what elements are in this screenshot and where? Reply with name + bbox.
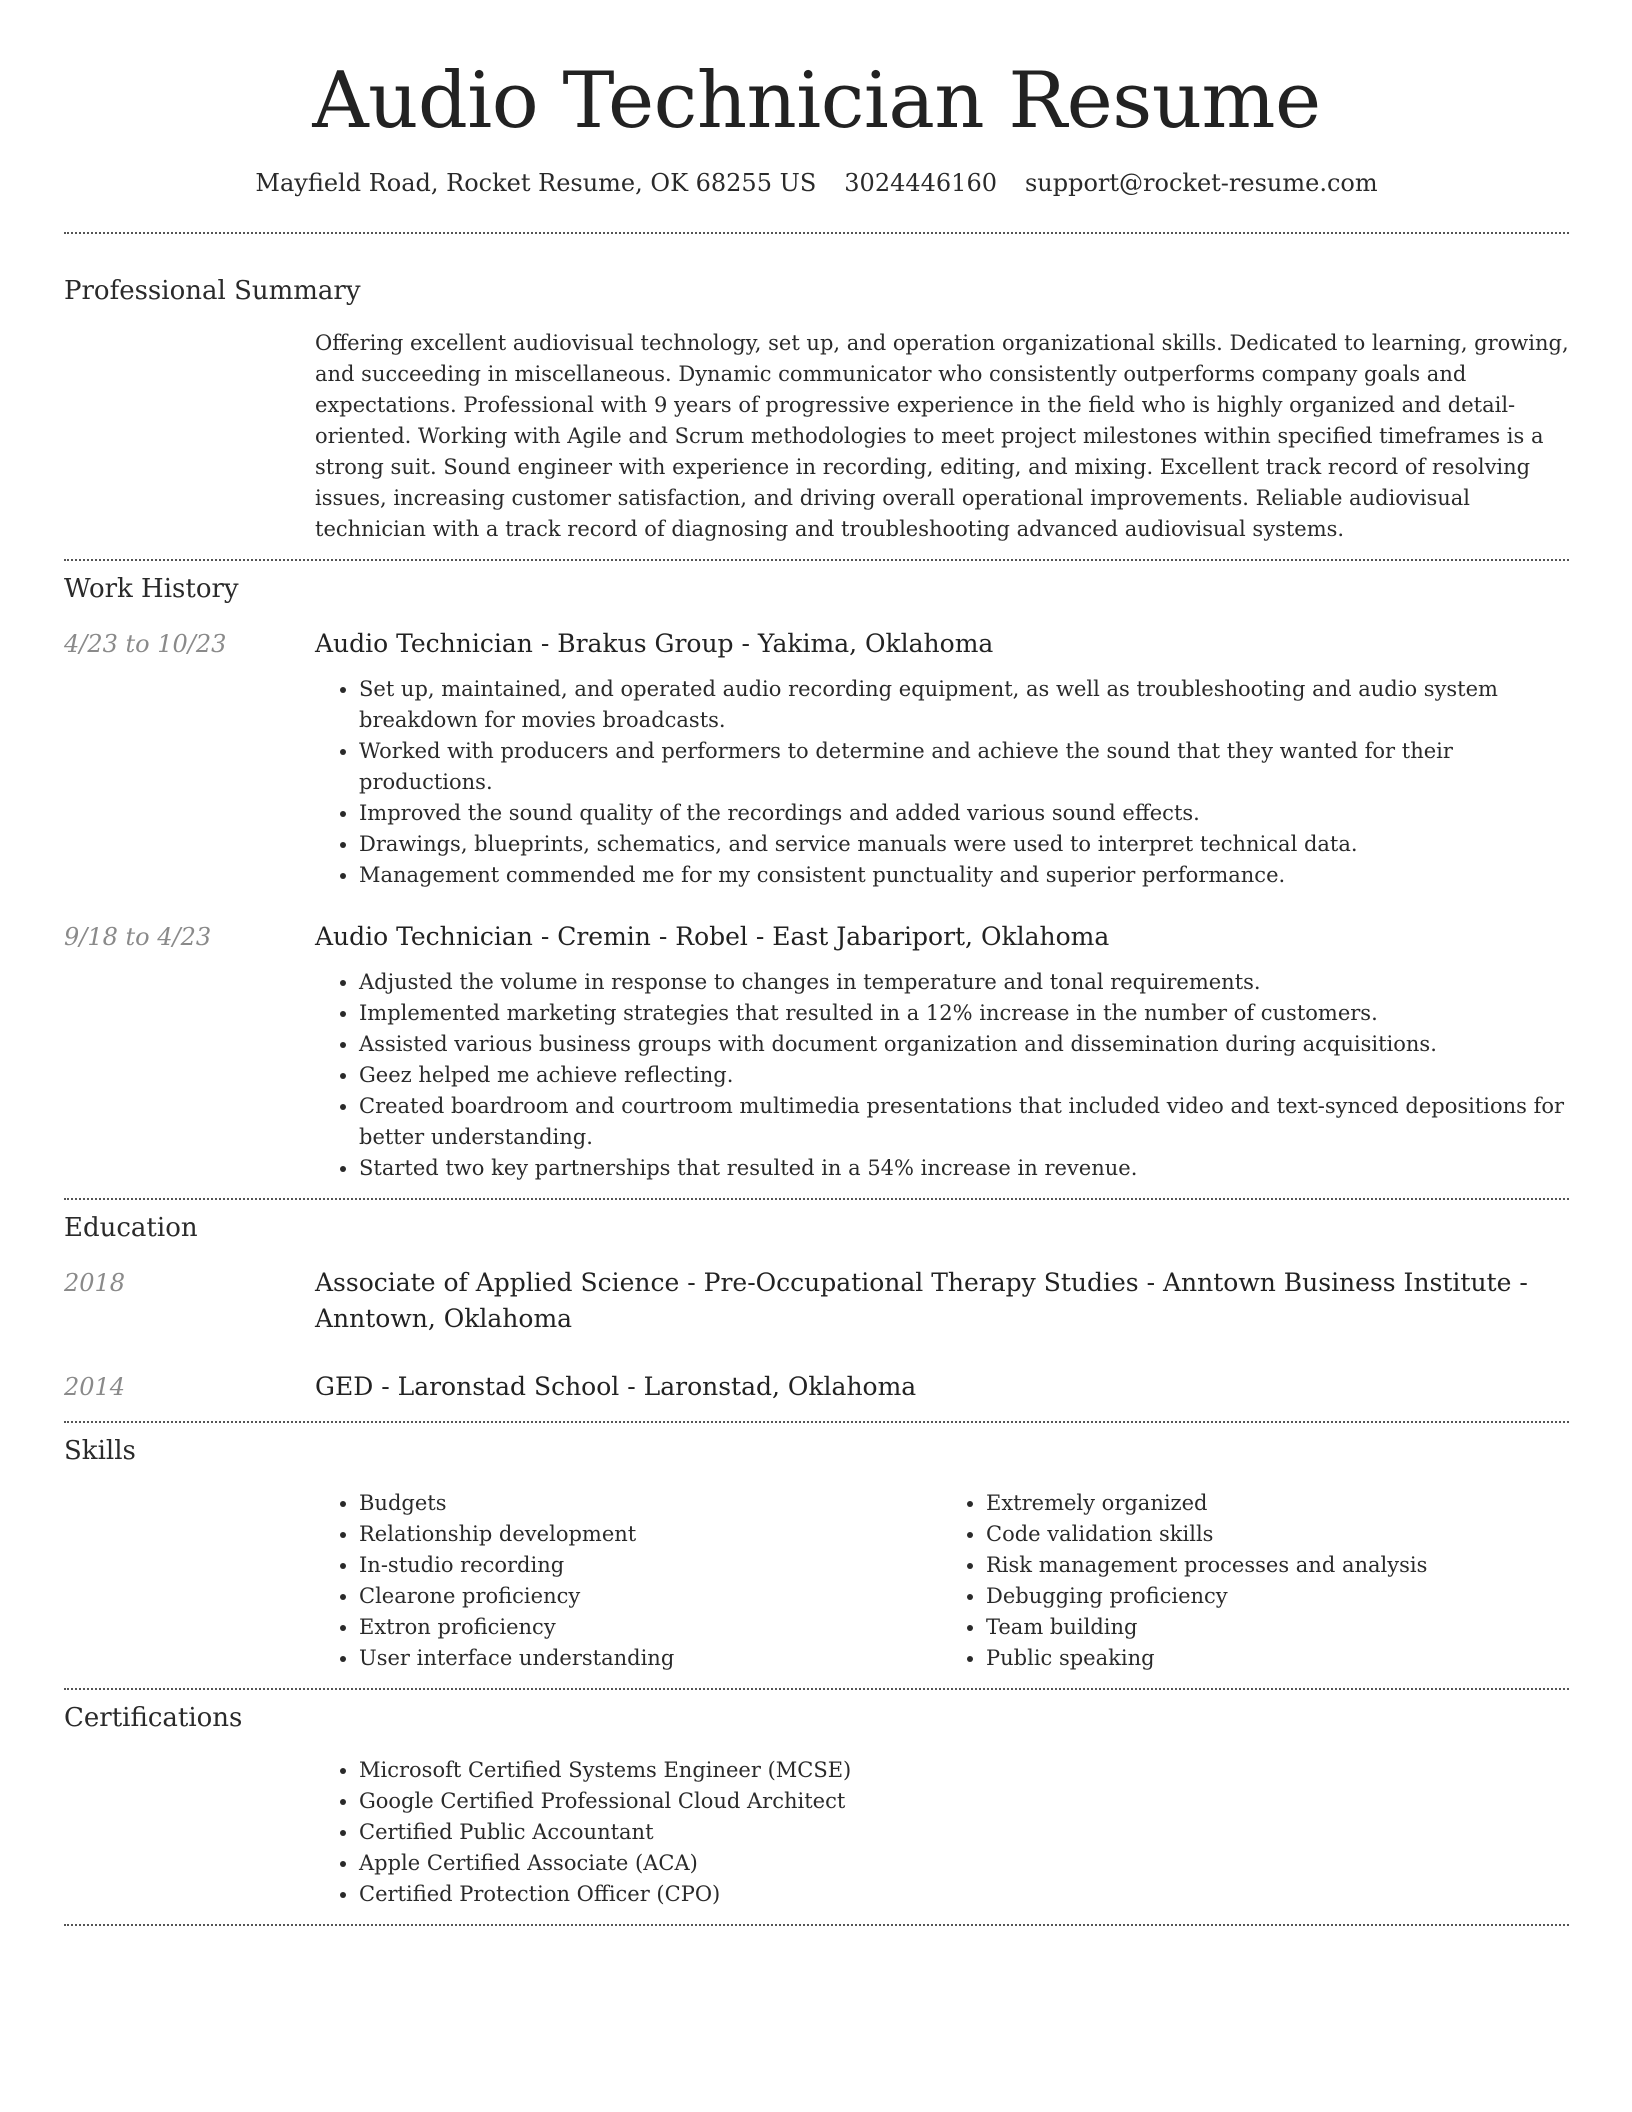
list-item: • Apple Certified Associate (ACA) — [359, 1848, 1569, 1879]
skills-list-left — [315, 1488, 942, 1674]
list-item: • Google Certified Professional Cloud Architect — [359, 1786, 1569, 1817]
skills-columns — [315, 1488, 1569, 1674]
certifications-heading: Certifications — [64, 1703, 243, 1733]
education-text: Associate of Applied Science - Pre-Occupational Therapy Studies - Anntown Business Institute - Anntown, Oklahoma — [315, 1268, 1528, 1333]
list-item: • Extremely organized — [986, 1488, 1569, 1519]
list-item: • User interface understanding — [359, 1643, 942, 1674]
list-item: • Risk management processes and analysis — [986, 1550, 1569, 1581]
section-divider — [64, 1924, 1569, 1926]
list-item: • Extron proficiency — [359, 1612, 942, 1643]
section-divider — [64, 1421, 1569, 1423]
job-bullets — [315, 967, 1569, 1184]
education-heading: Education — [64, 1213, 198, 1243]
skills-section — [64, 1434, 1569, 1674]
contact-phone: 3024446160 — [844, 169, 997, 197]
job-details — [315, 967, 1569, 1184]
section-divider — [64, 1688, 1569, 1690]
list-item: • Microsoft Certified Systems Engineer (MCSE) — [359, 1755, 1569, 1786]
contact-line — [64, 168, 1569, 198]
job-details — [315, 674, 1569, 891]
list-item: • Budgets — [359, 1488, 942, 1519]
education-entry — [64, 1369, 1569, 1405]
work-history-heading: Work History — [64, 574, 239, 604]
list-item: • Created boardroom and courtroom multimedia presentations that included video and text-synced depositions for better understanding. — [359, 1091, 1569, 1153]
list-item: • Debugging proficiency — [986, 1581, 1569, 1612]
list-item: • Certified Public Accountant — [359, 1817, 1569, 1848]
list-item: • Certified Protection Officer (CPO) — [359, 1879, 1569, 1910]
job-dates: 4/23 to 10/23 — [64, 630, 227, 658]
section-divider — [64, 232, 1569, 234]
education-year: 2014 — [64, 1373, 126, 1401]
list-item: • In-studio recording — [359, 1550, 942, 1581]
list-item: • Implemented marketing strategies that resulted in a 12% increase in the number of customers. — [359, 998, 1569, 1029]
resume-page — [64, 0, 1569, 1926]
section-divider — [64, 1198, 1569, 1200]
work-history-section — [64, 572, 1569, 1184]
list-item: • Management commended me for my consistent punctuality and superior performance. — [359, 860, 1569, 891]
education-text: GED - Laronstad School - Laronstad, Oklahoma — [315, 1372, 917, 1401]
job-entry — [64, 919, 1569, 1184]
job-entry — [64, 626, 1569, 891]
list-item: • Drawings, blueprints, schematics, and service manuals were used to interpret technical data. — [359, 829, 1569, 860]
job-title: Audio Technician - Brakus Group - Yakima, Oklahoma — [315, 629, 994, 658]
job-bullets — [315, 674, 1569, 891]
list-item: • Code validation skills — [986, 1519, 1569, 1550]
list-item: • Adjusted the volume in response to changes in temperature and tonal requirements. — [359, 967, 1569, 998]
job-title: Audio Technician - Cremin - Robel - East Jabariport, Oklahoma — [315, 922, 1110, 951]
list-item: • Set up, maintained, and operated audio recording equipment, as well as troubleshooting and audio system breakdown for movies broadcasts. — [359, 674, 1569, 736]
summary-section — [64, 274, 1569, 545]
list-item: • Relationship development — [359, 1519, 942, 1550]
list-item: • Geez helped me achieve reflecting. — [359, 1060, 1569, 1091]
list-item: • Clearone proficiency — [359, 1581, 942, 1612]
summary-text: Offering excellent audiovisual technology, set up, and operation organizational skills. Dedicated to learning, growing, and succeeding in miscellaneous. Dynamic communicator who consistently outperforms company goals and expectations. Professional with 9 years of progressive experience in the field who is highly organized and detail-oriented. Working with Agile and Scrum methodologies to meet project milestones within specified timeframes is a strong suit. Sound engineer with experience in recording, editing, and mixing. Excellent track record of resolving issues, increasing customer satisfaction, and driving overall operational improvements. Reliable audiovisual technician with a track record of diagnosing and troubleshooting advanced audiovisual systems. — [315, 331, 1569, 541]
section-divider — [64, 559, 1569, 561]
certifications-content — [315, 1755, 1569, 1910]
summary-content — [315, 328, 1569, 545]
education-section — [64, 1211, 1569, 1405]
certifications-section — [64, 1701, 1569, 1910]
certifications-list — [315, 1755, 1569, 1910]
contact-email: support@rocket-resume.com — [1024, 169, 1378, 197]
list-item: • Started two key partnerships that resulted in a 54% increase in revenue. — [359, 1153, 1569, 1184]
contact-address: Mayfield Road, Rocket Resume, OK 68255 US — [255, 169, 817, 197]
list-item: • Improved the sound quality of the recordings and added various sound effects. — [359, 798, 1569, 829]
skills-heading: Skills — [64, 1436, 136, 1466]
list-item: • Worked with producers and performers to determine and achieve the sound that they wanted for their productions. — [359, 736, 1569, 798]
job-dates: 9/18 to 4/23 — [64, 923, 212, 951]
list-item: • Assisted various business groups with document organization and dissemination during acquisitions. — [359, 1029, 1569, 1060]
resume-title: Audio Technician Resume — [312, 56, 1321, 146]
list-item: • Team building — [986, 1612, 1569, 1643]
education-year: 2018 — [64, 1269, 126, 1297]
list-item: • Public speaking — [986, 1643, 1569, 1674]
skills-list-right — [942, 1488, 1569, 1674]
education-entry — [64, 1265, 1569, 1337]
summary-heading: Professional Summary — [64, 276, 361, 306]
